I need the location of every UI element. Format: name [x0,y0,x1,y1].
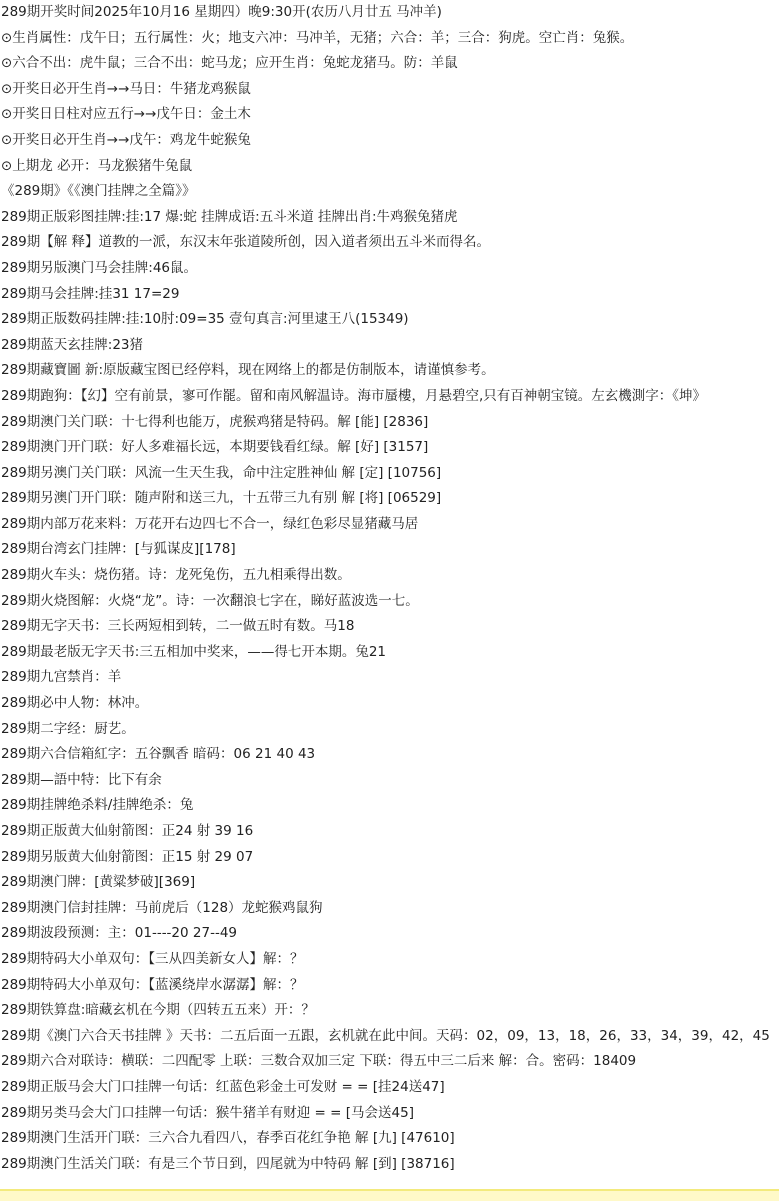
text-line: ⊙上期龙 必开：马龙猴猪牛兔鼠 [1,157,193,174]
text-line: 289期火烧图解：火烧“龙”。诗：一次翻浪七字在，睇好蓝波选一七。 [1,592,419,609]
text-line: 289期开奖时间2025年10月16 星期四）晚9:30开(农历八月廿五 马冲羊) [1,4,442,20]
text-line: 289期蓝天玄挂牌:23猪 [1,336,143,353]
text-line: 289期另版澳门马会挂牌:46鼠。 [1,259,197,276]
text-line: ⊙开奖日必开生肖→→马日：牛猪龙鸡猴鼠 [1,80,251,97]
text-line: 289期澳门牌：[黄粱梦破][369] [1,874,196,891]
text-line: 289期《澳门六合天书挂牌 》天书：二五后面一五跟，玄机就在此中间。天码：02，09，13，18，26，33，34，39，42，45 [1,1027,770,1044]
text-line: 289期挂牌绝杀料/挂牌绝杀：兔 [1,797,194,814]
text-line: 289期澳门开门联：好人多难福长远，本期要钱看红绿。解 [好] [3157] [1,439,429,456]
text-line: 289期—語中特：比下有余 [1,771,162,788]
text-line: 289期另类马会大门口挂牌一句话：猴牛猪羊有财迎 = = [马会送45] [1,1104,414,1121]
text-line: 289期澳门关门联：十七得利也能万，虎猴鸡猪是特码。解 [能] [2836] [1,413,429,430]
text-line: 289期另澳门关门联：风流一生天生我，命中注定胜神仙 解 [定] [10756] [1,464,442,481]
text-line: 289期正版马会大门口挂牌一句话：红蓝色彩金土可发财 = = [挂24送47] [1,1078,445,1095]
text-line: 289期内部万花来料：万花开右边四七不合一，绿红色彩尽显猪藏马居 [1,515,419,532]
text-line: 289期澳门生活开门联：三六合九看四八，春季百花红争艳 解 [九] [47610] [1,1130,455,1147]
text-line: 289期波段预测：主：01----20 27--49 [1,925,237,942]
text-line: 289期特码大小单双句：【三从四美新女人】解：？ [1,950,304,967]
text-line: 289期另版黄大仙射箭图：正15 射 29 07 [1,848,254,865]
text-line: 289期二字经：厨艺。 [1,720,135,737]
text-line: ⊙开奖日日柱对应五行→→戊午日：金土木 [1,106,251,123]
text-line: 289期六合对联诗：横联：二四配零 上联：三数合双加三定 下联：得五中三二后来 解：合。密码：18409 [1,1053,637,1070]
bottom-highlight-bar [0,1189,779,1201]
text-line: 289期必中人物：林冲。 [1,695,149,712]
text-line: 289期火车头：烧伤猪。诗：龙死兔伤，五九相乘得出数。 [1,567,351,584]
text-line: ⊙生肖属性：戊午日；五行属性：火；地支六冲：马冲羊，无猪；六合：羊；三合：狗虎。空亡肖：兔猴。 [1,29,634,46]
text-line: 289期最老版无字天书:三五相加中奖来，——得七开本期。兔21 [1,643,386,660]
section-title: 《289期》《《澳门挂牌之全篇》》 [1,183,196,200]
text-line: 289期澳门生活关门联：有是三个节日到，四尾就为中特码 解 [到] [38716] [1,1155,455,1172]
text-line: 289期台湾玄门挂牌：[与狐谋皮][178] [1,541,236,558]
text-line: ⊙开奖日必开生肖→→戊午：鸡龙牛蛇猴兔 [1,131,251,148]
text-line: 289期跑狗：【幻】空有前景，寥可作罷。留和南风解温诗。海市蜃樓，月悬碧空,只有百神朝宝镜。左玄機測字：《坤》 [1,387,707,404]
text-line: 289期另澳门开门联：随声附和送三九，十五带三九有别 解 [将] [06529] [1,490,442,507]
text-line: 289期正版彩图挂牌:挂:17 爆:蛇 挂牌成语:五斗米道 挂牌出肖:牛鸡猴兔猪虎 [1,208,458,225]
text-line: 289期澳门信封挂牌：马前虎后（128）龙蛇猴鸡鼠狗 [1,899,323,916]
text-line: 289期藏寶圖 新:原版藏宝图已经停料，现在网络上的都是仿制版本，请谨慎参考。 [1,362,495,379]
text-line: 289期【解 释】道教的一派，东汉末年张道陵所创，因入道者须出五斗米而得名。 [1,234,491,251]
text-line: 289期特码大小单双句：【蓝溪绕岸水潺潺】解：？ [1,976,304,993]
text-line: 289期马会挂牌:挂31 17=29 [1,285,180,302]
text-line: 289期正版数码挂牌:挂:10肘:09=35 壹句真言:河里逮王八(15349) [1,311,409,328]
text-line: 289期九宫禁肖：羊 [1,669,122,686]
text-line: 289期铁算盘:暗藏玄机在今期（四转五五来）开：？ [1,1002,315,1019]
text-line: 289期正版黄大仙射箭图：正24 射 39 16 [1,823,254,839]
text-line: ⊙六合不出：虎牛鼠；三合不出：蛇马龙；应开生肖：兔蛇龙猪马。防：羊鼠 [1,55,458,72]
text-line: 289期六合信箱紅字：五谷飘香 暗码：06 21 40 43 [1,746,316,763]
text-line: 289期无字天书：三长两短相到转，二一做五时有数。马18 [1,618,355,635]
